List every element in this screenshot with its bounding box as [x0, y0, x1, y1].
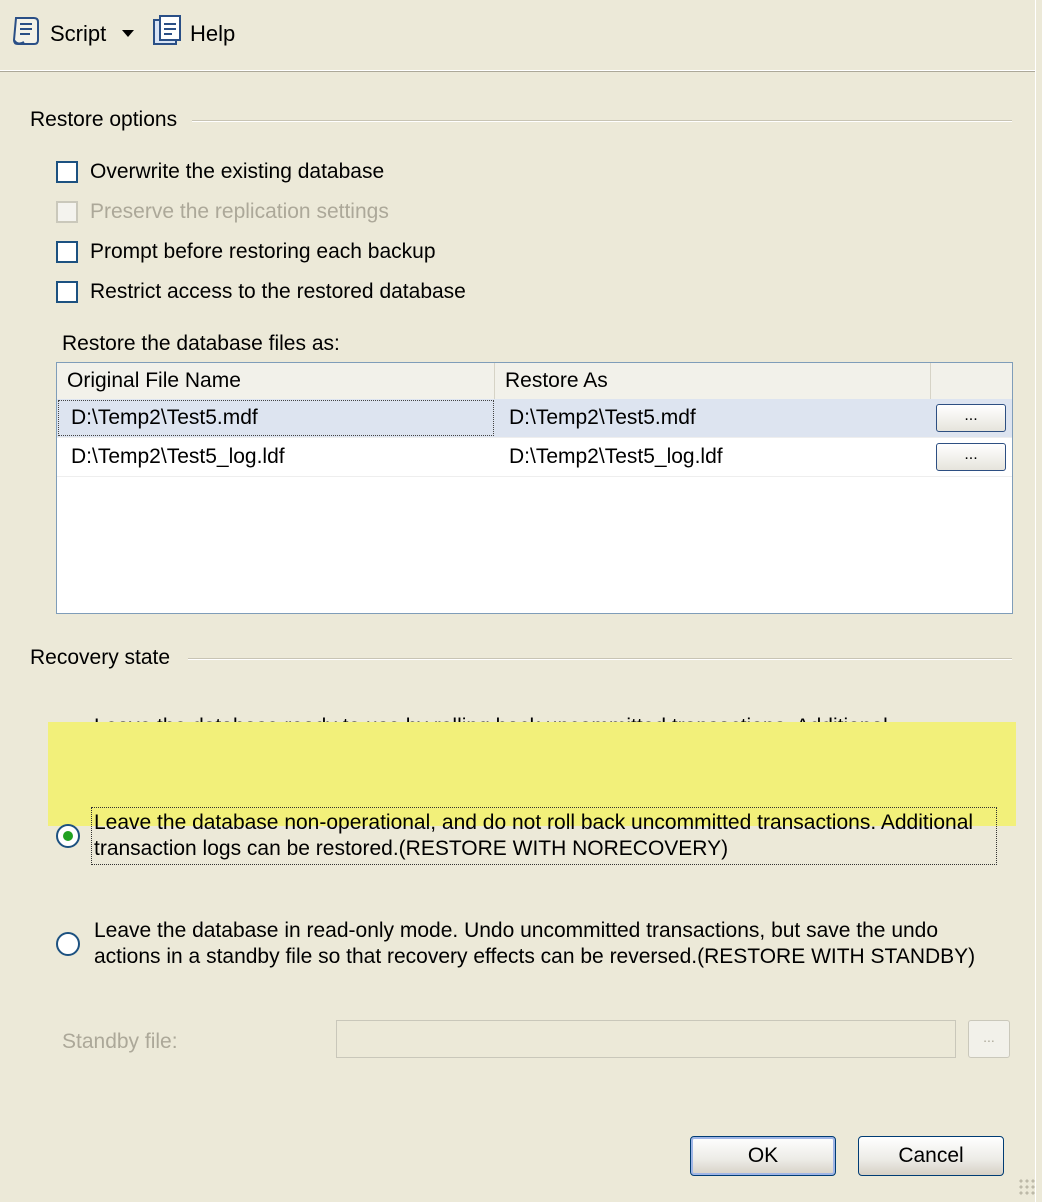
restrict-access-checkbox-row[interactable]: [56, 280, 466, 304]
restore-as-cell[interactable]: D:\Temp2\Test5.mdf: [509, 406, 696, 429]
preserve-replication-checkbox-row: [56, 200, 389, 224]
column-header-original[interactable]: Original File Name: [57, 363, 495, 399]
help-icon: [150, 14, 184, 54]
standby-option-line2: actions in a standby file so that recovery effects can be reversed.(RESTORE WITH STANDBY): [94, 945, 976, 968]
column-header-browse: [931, 363, 1012, 399]
restore-files-label: Restore the database files as:: [62, 332, 340, 355]
overwrite-checkbox[interactable]: [56, 161, 78, 183]
resize-grip-icon[interactable]: [1018, 1178, 1036, 1196]
cancel-button[interactable]: Cancel: [858, 1136, 1004, 1176]
preserve-replication-checkbox: [56, 201, 78, 223]
preserve-replication-label: Preserve the replication settings: [90, 200, 389, 223]
prompt-before-restore-checkbox-row[interactable]: [56, 240, 436, 264]
norecovery-option-line2: transaction logs can be restored.(RESTORE WITH NORECOVERY): [94, 837, 729, 860]
table-row[interactable]: [57, 438, 1012, 477]
restore-as-cell[interactable]: D:\Temp2\Test5_log.ldf: [509, 445, 723, 468]
standby-file-label: Standby file:: [62, 1030, 178, 1053]
standby-radio[interactable]: [56, 932, 80, 956]
restore-options-divider: [192, 120, 1012, 122]
recovery-state-title: Recovery state: [30, 646, 171, 669]
script-label: Script: [50, 21, 107, 46]
ok-button[interactable]: OK: [690, 1136, 836, 1176]
norecovery-radio[interactable]: [56, 824, 80, 848]
standby-option-text: [94, 918, 994, 970]
overwrite-label: Overwrite the existing database: [90, 160, 385, 183]
standby-browse-button: ...: [968, 1020, 1010, 1058]
toolbar-separator: [0, 71, 1036, 72]
script-button[interactable]: [10, 14, 106, 54]
prompt-before-restore-label: Prompt before restoring each backup: [90, 240, 436, 263]
recovery-option-norecovery[interactable]: [56, 810, 994, 862]
restore-files-grid[interactable]: [56, 362, 1013, 614]
browse-button[interactable]: ...: [936, 404, 1006, 432]
table-row[interactable]: [57, 399, 1012, 438]
grid-header: [57, 363, 1012, 400]
toolbar: [0, 0, 1036, 71]
help-label: Help: [190, 21, 236, 46]
standby-file-input: [336, 1020, 956, 1058]
norecovery-option-text: [94, 810, 994, 862]
restore-options-title: Restore options: [30, 108, 178, 131]
restrict-access-checkbox[interactable]: [56, 281, 78, 303]
original-file-cell[interactable]: D:\Temp2\Test5.mdf: [57, 399, 495, 437]
recovery-state-divider: [188, 658, 1012, 660]
recovery-option-standby[interactable]: [56, 918, 994, 970]
restrict-access-label: Restrict access to the restored database: [90, 280, 466, 303]
original-file-cell[interactable]: D:\Temp2\Test5_log.ldf: [71, 445, 285, 468]
script-icon: [10, 14, 44, 54]
column-header-restore-as[interactable]: Restore As: [495, 363, 931, 399]
overwrite-checkbox-row[interactable]: [56, 160, 384, 184]
window-right-border: [1035, 0, 1042, 1202]
prompt-before-restore-checkbox[interactable]: [56, 241, 78, 263]
standby-option-line1: Leave the database in read-only mode. Undo uncommitted transactions, but save the undo: [94, 919, 939, 942]
browse-button[interactable]: ...: [936, 443, 1006, 471]
help-button[interactable]: [150, 14, 235, 54]
script-dropdown-arrow-icon[interactable]: [122, 30, 134, 37]
norecovery-option-line1: Leave the database non-operational, and do not roll back uncommitted transactions. Additional: [94, 811, 974, 834]
